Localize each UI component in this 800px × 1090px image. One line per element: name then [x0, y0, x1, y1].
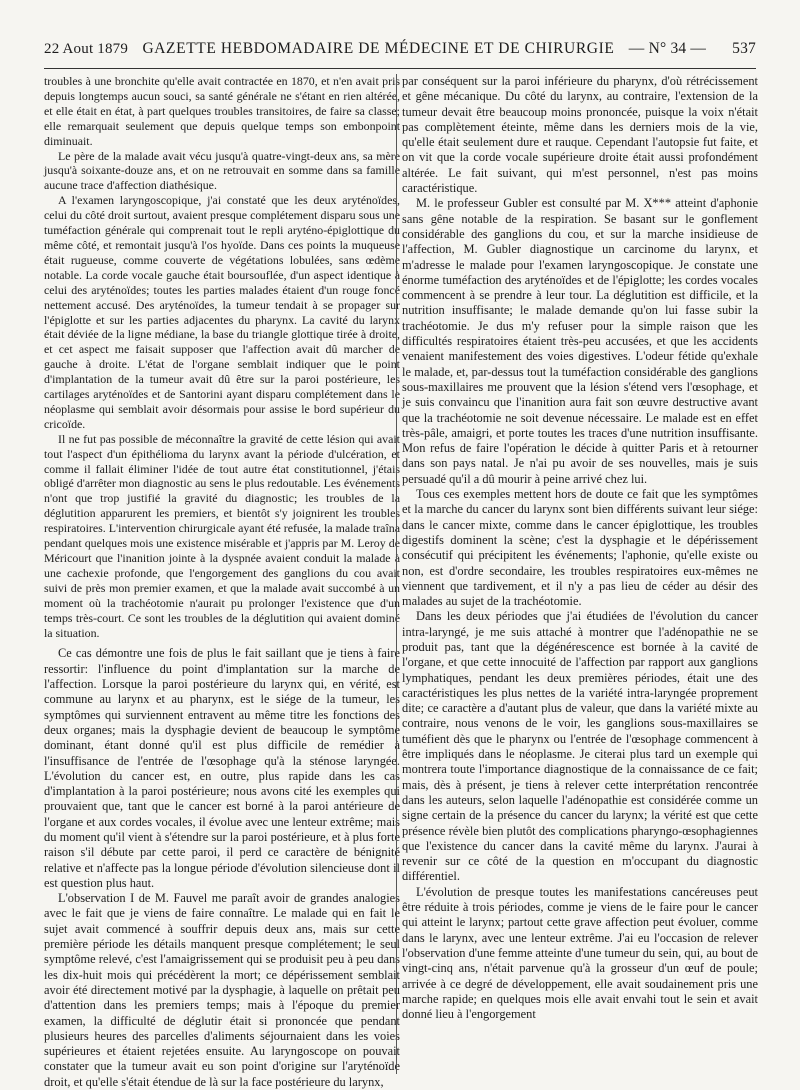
paragraph: M. le professeur Gubler est consulté par M. X*** atteint d'aphonie sans gêne notable de la respiration. Se basant sur le gonflement considérable des ganglions du cou, et sur la marche insidieuse de l'affection, M. Gubler diagnostique un carcinome du larynx, et m'adresse le malade pour l'examen laryngoscopique. Je constate une énorme tuméfaction des aryténoïdes et de l'épiglotte; les cordes vocales commencent à se prendre à leur tour. La déglutition est difficile, et la nutrition insuffisante; le malade demande qu'on lui fasse subir la trachéotomie. Je dus m'y refuser pour la simple raison que les difficultés respiratoires étaient très-peu accusées, et que les accidents venaient manifestement des voies digestives. L'odeur fétide qu'exhale le malade, et, par-dessus tout la tuméfaction considérable des ganglions sous-maxillaires me prouvent que la lésion s'étend vers l'œsophage, et je suis convaincu que l'inanition aura fait son œuvre destructive avant que la trachéotomie ne soit devenue nécessaire. Le malade est en effet très-pâle, amaigri, et porte toutes les traces d'une nutrition insuffisante. Mon refus de faire l'opération le décide à quitter Paris et à retourner dans son pays natal. Je n'ai pu avoir de ses nouvelles, mais je suis persuadé qu'il a dû mourir à peine arrivé chez lui. [402, 196, 758, 486]
paragraph: Ce cas démontre une fois de plus le fait saillant que je tiens à faire ressortir: l'influence du point d'implantation sur la marche de l'affection. Lorsque la paroi postérieure du larynx qui, en vérité, est commune au larynx et au pharynx, est le siége de la tumeur, les symptômes qui surviennent entravent au même titre les fonctions des deux organes; mais la dysphagie devient de beaucoup le symptôme dominant, étant donné qu'il est plus difficile de remédier à l'insuffisance de l'entrée de l'œsophage qu'à la sténose laryngée. L'évolution du cancer est, en outre, plus rapide dans les cas d'implantation à la paroi postérieure; nous avons cité les exemples qui prouvaient que, tant que le cancer est borné à la paroi antérieure de l'organe et aux cordes vocales, il évolue avec une lenteur extrême; mais du moment qu'il vient à s'étendre sur la paroi postérieure, et à plus forte raison s'il débute par cette paroi, il perd ce caractère de bénignité relative et n'affecte pas la longue période d'évolution silencieuse dont il est question plus haut. [44, 646, 400, 890]
running-header [44, 40, 756, 66]
right-column [402, 74, 758, 1022]
paragraph: Dans les deux périodes que j'ai étudiées de l'évolution du cancer intra-laryngé, je me suis attaché à montrer que l'adénopathie ne se produit pas, tant que la dégénérescence est bornée à la cavité de l'organe, et que cette innocuité de l'affection par rapport aux ganglions lymphatiques, pendant les deux premières périodes, était une des caractéristiques les plus nettes de la variété intra-laryngée proprement dite; ce caractère a d'autant plus de valeur, que dans la variété mixte au contraire, nous venons de le voir, les ganglions sous-maxillaires se tuméfient dès que le pharynx ou l'entrée de l'œsophage commencent à être impliqués dans le néoplasme. Je citerai plus tard un exemple qui montrera toute l'importance diagnostique de la connaissance de ce fait; mais, dès à présent, je tiens à relever cette interprétation rencontrée dans les auteurs, selon laquelle l'adénopathie est considérée comme un signe certain de la présence du cancer du larynx; la vérité est que cette présence révèle bien plutôt des complications pharyngo-œsophagiennes que l'existence du cancer dans la cavité même du larynx. J'aurai à revenir sur ce côté de la question en m'occupant du diagnostic différentiel. [402, 609, 758, 884]
column-divider [396, 74, 397, 1074]
issue-number: — N° 34 — [628, 40, 707, 57]
paragraph: L'observation I de M. Fauvel me paraît avoir de grandes analogies avec le fait que je viens de faire connaître. Le malade qui en fait le sujet avait commencé à souffrir depuis deux ans, mais sur cette première période les détails manquent presque complétement; le seul symptôme relevé, c'est l'amaigrissement qui se produisit peu à peu dans les dix-huit mois qui précédèrent la mort; ce dépérissement semblait avoir été directement motivé par la dysphagie, à laquelle on prêtait peu d'attention dans les premiers temps; mais à l'époque du premier examen, la difficulté de déglutir était si prononcée que pendant plusieurs heures des parcelles d'aliments séjournaient dans les voies supérieures et étaient rejetées ensuite. Au laryngoscope on pouvait constater que la tumeur avait eu son point d'origine sur l'aryténoïde droit, et qu'elle s'était étendue de là sur la face postérieure du larynx, [44, 891, 400, 1089]
header-date: 22 Aout 1879 [44, 41, 129, 57]
paragraph: troubles à une bronchite qu'elle avait contractée en 1870, et n'en avait pris depuis longtemps aucun souci, sa santé générale ne s'étant en rien altérée, et elle était en état, à part quelques troubles transitoires, de faire sa classe; elle remarquait seulement que depuis quelque temps son embonpoint diminuait. [44, 74, 400, 148]
paragraph: Il ne fut pas possible de méconnaître la gravité de cette lésion qui avait tout l'aspect d'un épithélioma du larynx avant la période d'ulcération, et comme il fallait éliminer l'idée de tout autre état constitutionnel, j'étais obligé d'arrêter mon diagnostic au sens le plus redoutable. Les événements n'ont que trop justifié la gravité du diagnostic; les troubles de la déglutition apparurent les premiers, et bientôt s'y joignirent les troubles respiratoires. L'intervention chirurgicale ayant été refusée, la malade traîna pendant quelques mois une existence misérable et j'appris par M. Leroy de Méricourt que l'inanition jointe à la dyspnée avaient conduit la malade à une cachexie profonde, que l'engorgement des ganglions du cou avait suivi de près mon premier examen, et que la malade avait succombé à un moment où la trachéotomie n'aurait pu prolonger l'existence que d'un temps très-court. Ce sont les troubles de la déglutition qui avaient dominé la situation. [44, 431, 400, 640]
paragraph: Le père de la malade avait vécu jusqu'à quatre-vingt-deux ans, sa mère jusqu'à soixante-douze ans, et on ne retrouvait en somme dans sa famille aucune trace d'affection diathésique. [44, 148, 400, 193]
paragraph: L'évolution de presque toutes les manifestations cancéreuses peut être réduite à trois périodes, comme je viens de le faire pour le cancer qui atteint le larynx; partout cette grave affection peut évoluer, comme dans le larynx, avec une lenteur extrême. J'ai eu l'occasion de relever l'observation d'une femme atteinte d'une tumeur du sein, qui, au bout de vingt-cinq ans, n'était parvenue qu'à la grosseur d'un œuf de poule; arrivée à ce degré de développement, elle avait soudainement pris une marche rapide; en quelques mois elle avait envahi tout le sein et avait donné lieu à l'engorgement [402, 884, 758, 1022]
left-column [44, 74, 400, 1090]
paragraph: Tous ces exemples mettent hors de doute ce fait que les symptômes et la marche du cancer du larynx sont bien différents suivant leur siége: dans le cancer mixte, comme dans le cancer épiglottique, les troubles digestifs dominent la scène; c'est la dysphagie et le dépérissement consécutif qui précipitent les événements; l'aphonie, qu'elle existe ou non, est d'ordre secondaire, les troubles respiratoires eux-mêmes ne viennent que tardivement, et il n'y a pas lieu de céder au désir des malades au sujet de la trachéotomie. [402, 487, 758, 609]
journal-title: GAZETTE HEBDOMADAIRE DE MÉDECINE ET DE CHIRURGIE [142, 40, 615, 57]
header-rule [44, 68, 756, 69]
header-right [629, 40, 756, 58]
paragraph: par conséquent sur la paroi inférieure du pharynx, d'où rétrécissement et gêne mécanique. Du côté du larynx, au contraire, l'extension de la tumeur devait être beaucoup moins prononcée, puisque la voix n'était pas complètement éteinte, même dans les derniers mois de la vie, qu'elle était seulement dure et rauque. Cependant l'autopsie fut faite, et on vit que la corde vocale supérieure droite était aussi profondément altérée. Le fait suivant, qui m'est personnel, n'est pas moins caractéristique. [402, 74, 758, 196]
page-number: 537 [732, 40, 756, 57]
paragraph: A l'examen laryngoscopique, j'ai constaté que les deux aryténoïdes, celui du côté droit surtout, avaient presque complétement disparu sous une tuméfaction générale qui comprenait tout le repli aryténo-épiglottique du même côté, et remontait jusqu'à l'os hyoïde. Dans ces points la muqueuse était rugueuse, comme couverte de végétations lobulées, sans œdème notable. La corde vocale gauche était boursouflée, d'un aspect identique à celui des aryténoïdes; toutes les parties malades étaient d'un rouge foncé nettement accusé. Des aryténoïdes, la tumeur tendait à se propager sur l'épiglotte et sur les parties adjacentes du pharynx. La cavité du larynx était déviée de la ligne médiane, la base du triangle glottique tirée à droite, et cet aspect me faisait supposer que l'affection avait dû marcher de gauche à droite. L'état de l'organe semblait indiquer que le point d'implantation de la tumeur avait dû être sur la paroi postérieure, les cartilages aryténoïdes et de Santorini ayant disparu complétement dans le néoplasme qui semblait avoir désormais pour assise le bord supérieur du cricoïde. [44, 193, 400, 431]
